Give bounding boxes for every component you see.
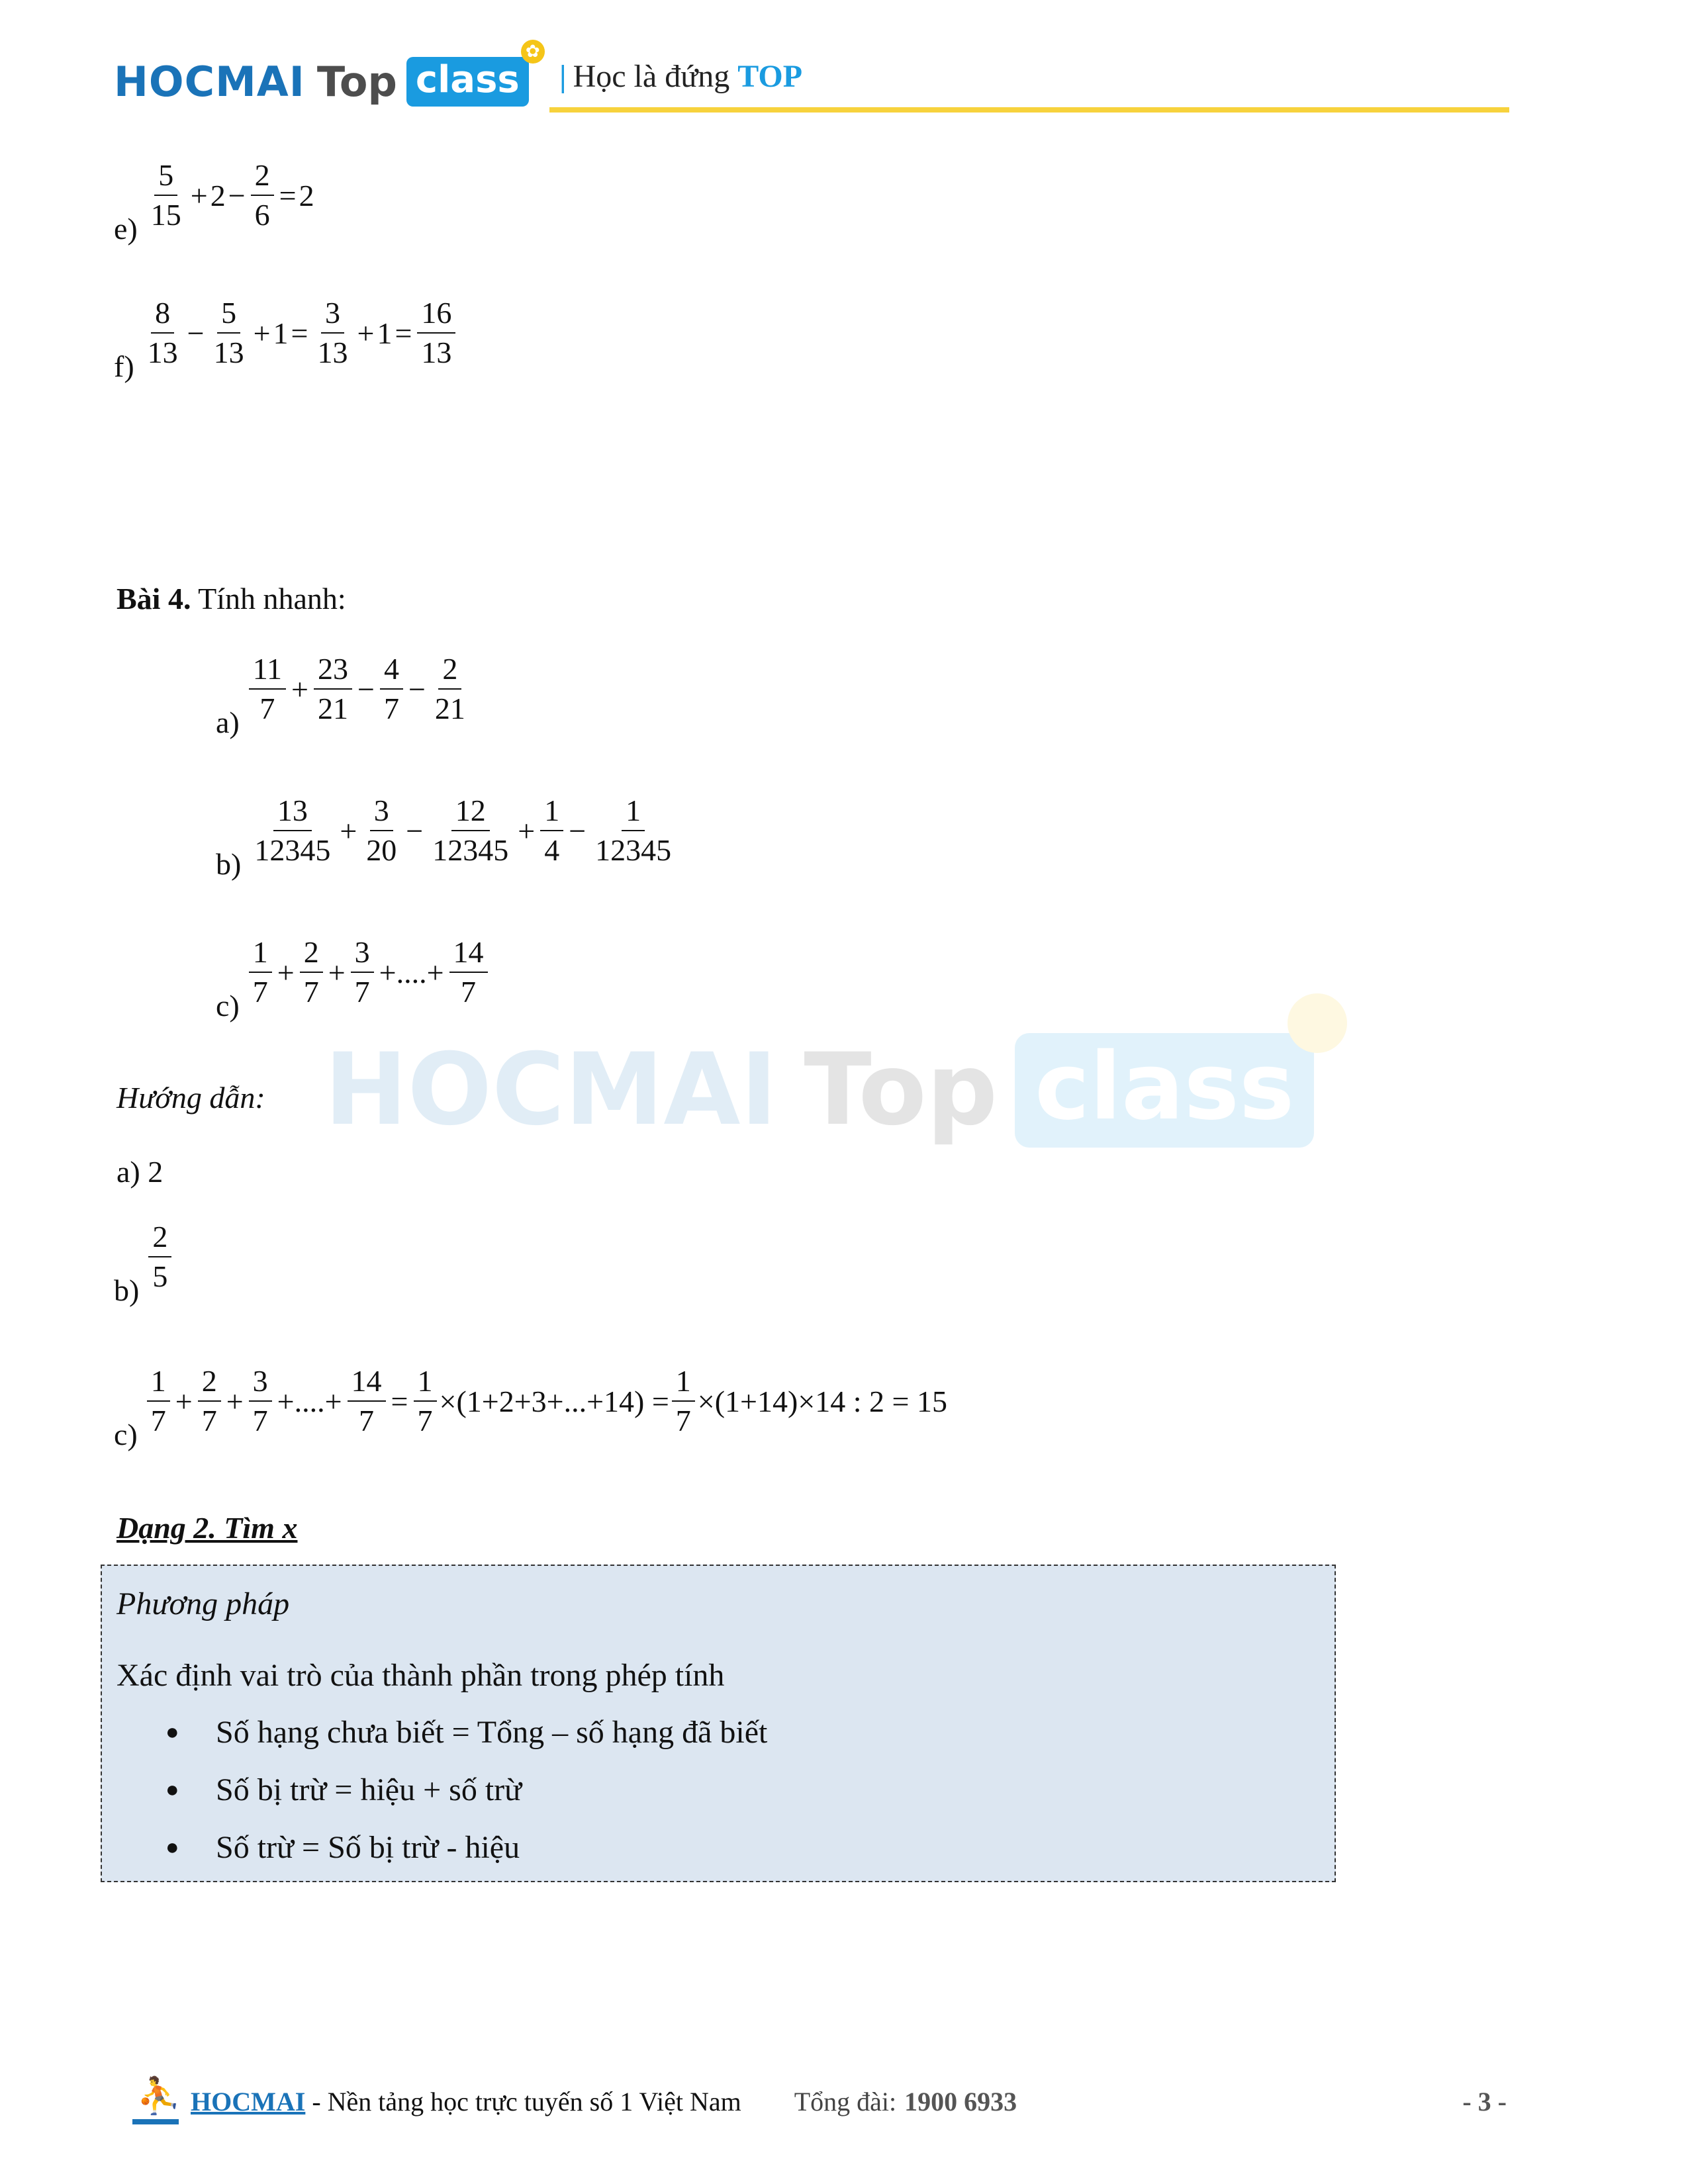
fraction: $\frac{4}{7}$ — [380, 650, 403, 728]
fraction: $\frac{1}{7}$ — [249, 933, 272, 1011]
bai4-a-label: a) — [216, 705, 240, 739]
slogan-text: Học là đứng — [573, 59, 730, 94]
bai4-instruction: Tính nhanh: — [198, 582, 346, 615]
fraction: $\frac{3}{13}$ — [314, 294, 352, 372]
fraction: $\frac{12}{12345}$ — [428, 792, 512, 870]
method-list — [102, 1704, 767, 1876]
bai4-b-label: b) — [216, 847, 242, 881]
watermark-hocmai: HOCMAI — [324, 1032, 778, 1148]
fraction: $\frac{3}{7}$ — [351, 933, 374, 1011]
method-title: Phương pháp — [117, 1586, 290, 1621]
page-footer — [132, 2078, 1523, 2124]
fraction: $\frac{16}{13}$ — [417, 294, 455, 372]
watermark-top: Top — [804, 1032, 998, 1148]
hocmai-topclass-logo — [114, 41, 540, 111]
bai4-c: c) $\frac{1}{7}$ + $\frac{2}{7}$ + $\frac{3}{7}$ +....+ $\frac{14}{7}$ — [216, 933, 491, 1011]
logo-top-text: Top — [316, 57, 397, 106]
page-number: - 3 - — [1462, 2086, 1507, 2116]
hocmai-figure-icon: ⛹ — [132, 2078, 179, 2124]
footer-brand-link[interactable]: HOCMAI — [191, 2086, 306, 2116]
slogan-bar: | — [559, 59, 567, 94]
bai4-b: b) $\frac{13}{12345}$ + $\frac{3}{20}$ − $\frac{12}{12345}$ + $\frac{1}{4}$ − $\frac{1}{12345}$ — [216, 792, 678, 870]
fraction: $\frac{5}{15}$ — [147, 156, 185, 234]
method-intro: Xác định vai trò của thành phần trong phép tính — [117, 1658, 725, 1693]
footer-phone: 1900 6933 — [904, 2086, 1017, 2116]
header-divider — [549, 107, 1509, 113]
guide-a: a) 2 — [117, 1155, 164, 1189]
answer-f: f) $\frac{8}{13}$ − $\frac{5}{13}$ + 1 = $\frac{3}{13}$ + 1 = $\frac{16}{13}$ — [114, 294, 458, 372]
fraction: $\frac{1}{7}$ — [147, 1362, 170, 1440]
list-item: ● Số bị trừ = hiệu + số trừ — [102, 1761, 767, 1819]
fraction: $\frac{1}{12345}$ — [591, 792, 675, 870]
fraction: $\frac{14}{7}$ — [449, 933, 488, 1011]
fraction: $\frac{5}{13}$ — [210, 294, 248, 372]
bai4-a: a) $\frac{11}{7}$ + $\frac{23}{21}$ − $\frac{4}{7}$ − $\frac{2}{21}$ — [216, 650, 472, 728]
guide-b-label: b) — [114, 1273, 140, 1307]
bai4-title — [117, 581, 346, 616]
fraction: $\frac{14}{7}$ — [348, 1362, 386, 1440]
guide-b — [114, 1218, 174, 1307]
logo-class-text: class — [415, 58, 520, 101]
list-item: ● Số trừ = Số bị trừ - hiệu — [102, 1819, 767, 1876]
fraction: $\frac{2}{7}$ — [300, 933, 323, 1011]
logo-hocmai-text: HOCMAI — [114, 57, 305, 106]
answer-e: e) $\frac{5}{15}$ + 2 − $\frac{2}{6}$ = 2 — [114, 156, 314, 234]
fraction: $\frac{2}{7}$ — [198, 1362, 221, 1440]
guide-c: c) $\frac{1}{7}$ + $\frac{2}{7}$ + $\frac{3}{7}$ +....+ $\frac{14}{7}$ = $\frac{1}{7}$ ×(1+2+3+...+14) = $\frac{1}{7}$ ×(1+14)×14 : 2 = 15 — [114, 1362, 947, 1440]
fraction: $\frac{2}{5}$ — [148, 1218, 171, 1296]
watermark-class-badge — [1015, 1033, 1314, 1148]
fraction: $\frac{1}{7}$ — [414, 1362, 437, 1440]
list-item: ● Số hạng chưa biết = Tổng – số hạng đã biết — [102, 1704, 767, 1761]
fraction: $\frac{13}{12345}$ — [250, 792, 334, 870]
method-box — [101, 1565, 1336, 1882]
section-heading-dang2: Dạng 2. Tìm x — [117, 1511, 298, 1545]
watermark-class: class — [1035, 1032, 1295, 1141]
fraction: $\frac{3}{20}$ — [362, 792, 400, 870]
fraction: $\frac{1}{7}$ — [672, 1362, 695, 1440]
star-icon: ✿ — [521, 40, 545, 64]
fraction: $\frac{1}{4}$ — [540, 792, 563, 870]
bai4-c-label: c) — [216, 989, 240, 1023]
watermark-star-icon — [1288, 993, 1347, 1053]
guide-c-label: c) — [114, 1418, 138, 1451]
slogan-top: TOP — [737, 59, 803, 94]
bai4-number: Bài 4. — [117, 582, 191, 615]
fraction: $\frac{3}{7}$ — [249, 1362, 272, 1440]
fraction: $\frac{23}{21}$ — [314, 650, 352, 728]
fraction: $\frac{11}{7}$ — [249, 650, 286, 728]
guide-title: Hướng dẫn: — [117, 1081, 265, 1115]
footer-tagline: - Nền tảng học trực tuyến số 1 Việt Nam — [305, 2086, 741, 2116]
header-slogan — [559, 58, 802, 95]
footer-phone-label: Tổng đài: — [794, 2086, 897, 2116]
fraction: $\frac{8}{13}$ — [144, 294, 182, 372]
fraction: $\frac{2}{6}$ — [251, 156, 274, 234]
answer-f-label: f) — [114, 349, 134, 383]
watermark — [324, 1032, 1314, 1148]
logo-class-badge — [406, 41, 540, 107]
answer-e-label: e) — [114, 212, 138, 246]
fraction: $\frac{2}{21}$ — [431, 650, 469, 728]
